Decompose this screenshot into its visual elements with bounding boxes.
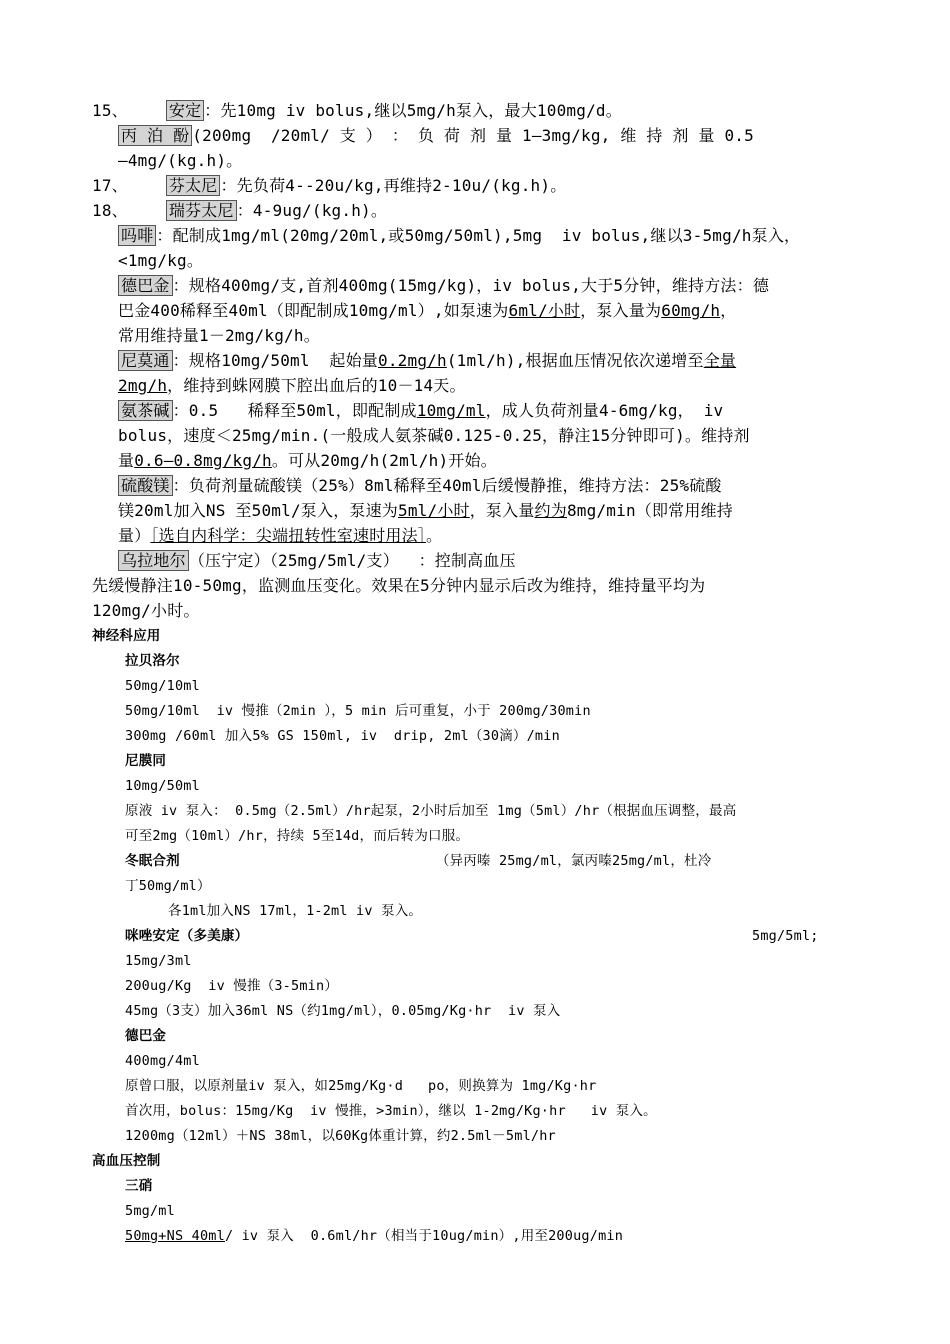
line-urapidil-2: 先缓慢静注10-50mg，监测血压变化。效果在5分钟内显示后改为维持，维持量平均为 bbox=[92, 576, 706, 595]
line-aminophylline-2: bolus，速度＜25mg/min.(一般成人氨茶碱0.125-0.25，静注15分钟即可)。维持剂 bbox=[118, 426, 750, 445]
line-depakine-3: 常用维持量1－2mg/kg/h。 bbox=[118, 326, 320, 345]
line-morphine: 吗啡 ：配制成1mg/ml(20mg/20ml,或50mg/50ml),5mg iv bolus,继以3-5mg/h泵入， bbox=[118, 226, 800, 246]
drug-heading-lytic-cocktail: 冬眠合剂 bbox=[125, 853, 180, 869]
drug-name-diazepam: 安定 bbox=[166, 100, 204, 121]
line-lytic-cocktail: 冬眠合剂 （异丙嗪 25mg/ml，氯丙嗪25mg/ml，杜冷 bbox=[125, 853, 712, 869]
line-depakine-spec: 400mg/4ml bbox=[125, 1053, 200, 1069]
line-depakine-2: 巴金400稀释至40ml（即配制成10mg/ml）,如泵速为6ml/小时，泵入量为60mg/h， bbox=[118, 301, 737, 320]
drug-heading-nitroglycerin: 三硝 bbox=[125, 1178, 153, 1194]
line-nimodipine-1: 原液 iv 泵入： 0.5mg（2.5ml）/hr起泵，2小时后加至 1mg（5ml）/hr（根据血压调整，最高 bbox=[125, 803, 737, 819]
line-urapidil: 乌拉地尔 （压宁定）（25mg/5ml/支） ：控制高血压 bbox=[118, 551, 516, 571]
line-aminophylline: 氨茶碱 ：0.5 稀释至50ml，即配制成10mg/ml，成人负荷剂量4-6mg/kg， iv bbox=[118, 401, 723, 421]
line-urapidil-3: 120mg/小时。 bbox=[92, 601, 200, 620]
line-magnesium-2: 镁20ml加入NS 至50ml/泵入，泵速为5ml/小时，泵入量约为8mg/min（即常用维持 bbox=[118, 501, 733, 520]
drug-heading-labetalol: 拉贝洛尔 bbox=[125, 653, 180, 669]
drug-name-fentanyl: 芬太尼 bbox=[166, 175, 221, 196]
line-propofol-2: —4mg/(kg.h)。 bbox=[118, 151, 243, 170]
line-diazepam: 15、 安定 ：先10mg iv bolus,继以5mg/h泵入，最大100mg/d。 bbox=[92, 101, 622, 120]
section-heading-neurology: 神经科应用 bbox=[92, 628, 161, 644]
drug-heading-depakine: 德巴金 bbox=[125, 1028, 167, 1044]
line-labetalol-1: 50mg/10ml iv 慢推（2min ），5 min 后可重复，小于 200mg/30min bbox=[125, 703, 591, 719]
line-depakine: 德巴金 ：规格400mg/支,首剂400mg(15mg/kg)，iv bolus,大于5分钟，维持方法：德 bbox=[118, 276, 769, 296]
drug-name-propofol: 丙 泊 酚 bbox=[118, 125, 192, 146]
drug-name-remifentanil: 瑞芬太尼 bbox=[166, 200, 237, 221]
line-midazolam-spec: 5mg/5ml; bbox=[752, 928, 819, 944]
drug-name-nimotop: 尼莫通 bbox=[118, 350, 173, 371]
line-midazolam-spec-2: 15mg/3ml bbox=[125, 953, 192, 969]
line-midazolam-2: 45mg（3支）加入36ml NS（约1mg/ml），0.05mg/Kg·hr iv 泵入 bbox=[125, 1003, 561, 1019]
line-nimotop-2: 2mg/h，维持到蛛网膜下腔出血后的10－14天。 bbox=[118, 376, 466, 395]
line-fentanyl: 17、 芬太尼 ：先负荷4--20u/kg,再维持2-10u/(kg.h)。 bbox=[92, 176, 567, 195]
drug-name-urapidil: 乌拉地尔 bbox=[118, 550, 189, 571]
drug-name-magnesium: 硫酸镁 bbox=[118, 475, 173, 496]
line-aminophylline-3: 量0.6—0.8mg/kg/h。可从20mg/h(2ml/h)开始。 bbox=[118, 451, 497, 470]
line-labetalol-2: 300mg /60ml 加入5% GS 150ml, iv drip, 2ml（30滴）/min bbox=[125, 728, 560, 744]
drug-name-morphine: 吗啡 bbox=[118, 225, 156, 246]
line-morphine-2: <1mg/kg。 bbox=[118, 251, 204, 270]
line-propofol: 丙 泊 酚 (200mg /20ml/ 支 ） ： 负 荷 剂 量 1—3mg/kg, 维 持 剂 量 0.5 bbox=[118, 126, 754, 146]
line-nimotop: 尼莫通 ：规格10mg/50ml 起始量0.2mg/h(1ml/h),根据血压情况依次递增至全量 bbox=[118, 351, 736, 371]
line-remifentanil: 18、 瑞芬太尼 ：4-9ug/(kg.h)。 bbox=[92, 201, 388, 220]
drug-heading-midazolam: 咪唑安定（多美康） bbox=[125, 928, 249, 944]
line-lytic-cocktail-2: 丁50mg/ml） bbox=[125, 878, 211, 894]
line-depakine-neuro-2: 首次用，bolus：15mg/Kg iv 慢推，>3min），继以 1-2mg/Kg·hr iv 泵入。 bbox=[125, 1103, 657, 1119]
line-labetalol-spec: 50mg/10ml bbox=[125, 678, 200, 694]
line-depakine-neuro-3: 1200mg（12ml）＋NS 38ml，以60Kg体重计算，约2.5ml－5ml/hr bbox=[125, 1128, 556, 1144]
line-depakine-neuro-1: 原曾口服，以原剂量iv 泵入，如25mg/Kg·d po，则换算为 1mg/Kg·hr bbox=[125, 1078, 597, 1094]
line-nitroglycerin-1: 50mg+NS 40ml/ iv 泵入 0.6ml/hr（相当于10ug/min）,用至200ug/min bbox=[125, 1228, 624, 1244]
drug-name-aminophylline: 氨茶碱 bbox=[118, 400, 173, 421]
line-nimodipine-spec: 10mg/50ml bbox=[125, 778, 200, 794]
line-lytic-cocktail-3: 各1ml加入NS 17ml，1-2ml iv 泵入。 bbox=[168, 903, 423, 919]
line-magnesium-3: 量）［选自内科学：尖端扭转性室速时用法］。 bbox=[118, 526, 443, 545]
line-midazolam-1: 200ug/Kg iv 慢推（3-5min） bbox=[125, 978, 339, 994]
drug-name-depakine: 德巴金 bbox=[118, 275, 173, 296]
line-nitroglycerin-spec: 5mg/ml bbox=[125, 1203, 175, 1219]
drug-heading-nimodipine: 尼膜同 bbox=[125, 753, 167, 769]
section-heading-hypertension: 高血压控制 bbox=[92, 1153, 161, 1169]
line-magnesium: 硫酸镁 ：负荷剂量硫酸镁（25%）8ml稀释至40ml后缓慢静推，维持方法：25%硫酸 bbox=[118, 476, 722, 496]
line-nimodipine-2: 可至2mg（10ml）/hr，持续 5至14d，而后转为口服。 bbox=[125, 828, 470, 844]
